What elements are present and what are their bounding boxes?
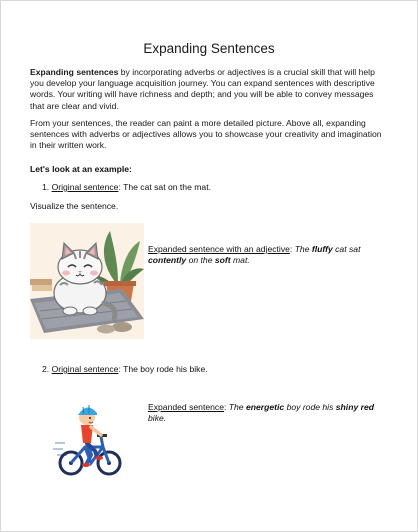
word: The xyxy=(294,244,312,254)
colon: : xyxy=(289,244,295,254)
word: mat. xyxy=(230,255,250,266)
intro-term: Expanding sentences xyxy=(30,67,119,77)
word: cat sat xyxy=(332,244,361,254)
example-1-original xyxy=(42,182,211,193)
example-2-sentence: : The boy rode his bike. xyxy=(118,364,208,374)
second-paragraph: From your sentences, the reader can paint a more detailed picture. Above all, expanding sentences with adverbs or adjectives allows you to showcase your creativity and imagination in their written work. xyxy=(30,118,382,151)
cat-illustration xyxy=(30,223,144,339)
intro-paragraph xyxy=(30,67,390,112)
intro-text: by incorporating adverbs or adjectives is a crucial skill that will help you develop your language acquisition journey. You can expand sentences with descriptive words. Your writing will have richness and depth; and you will be able to convey messages that are clear and vivid. xyxy=(30,67,375,111)
example-2-label: Original sentence xyxy=(51,364,119,374)
word: boy rode his xyxy=(284,402,336,412)
adjective-shiny-red: shiny red xyxy=(335,402,374,412)
example-2-expanded xyxy=(148,402,393,425)
example-2-original xyxy=(42,364,208,375)
page-title: Expanding Sentences xyxy=(143,41,275,56)
example-2-expanded-label: Expanded sentence xyxy=(148,402,224,412)
example-subheading: Let's look at an example: xyxy=(30,164,132,174)
cat-on-mat-icon xyxy=(30,223,144,339)
word: on the xyxy=(186,255,215,266)
example-1-label: Original sentence xyxy=(51,182,119,192)
example-1-number: 1. xyxy=(42,182,50,192)
example-1-expanded xyxy=(148,244,393,267)
example-1-sentence: : The cat sat on the mat. xyxy=(118,182,211,192)
adverb-contently: contently xyxy=(148,255,187,266)
example-1-expanded-label: Expanded sentence with an adjective xyxy=(148,244,290,254)
adjective-fluffy: fluffy xyxy=(311,244,333,254)
colon: : xyxy=(223,402,229,412)
word: The xyxy=(228,402,246,412)
adjective-soft: soft xyxy=(214,255,231,266)
visualize-instruction: Visualize the sentence. xyxy=(30,201,119,211)
example-2-number: 2. xyxy=(42,364,50,374)
boy-riding-bike-icon xyxy=(53,399,127,479)
boy-bike-illustration xyxy=(53,399,127,479)
adjective-energetic: energetic xyxy=(245,402,285,412)
word: bike. xyxy=(148,413,167,424)
